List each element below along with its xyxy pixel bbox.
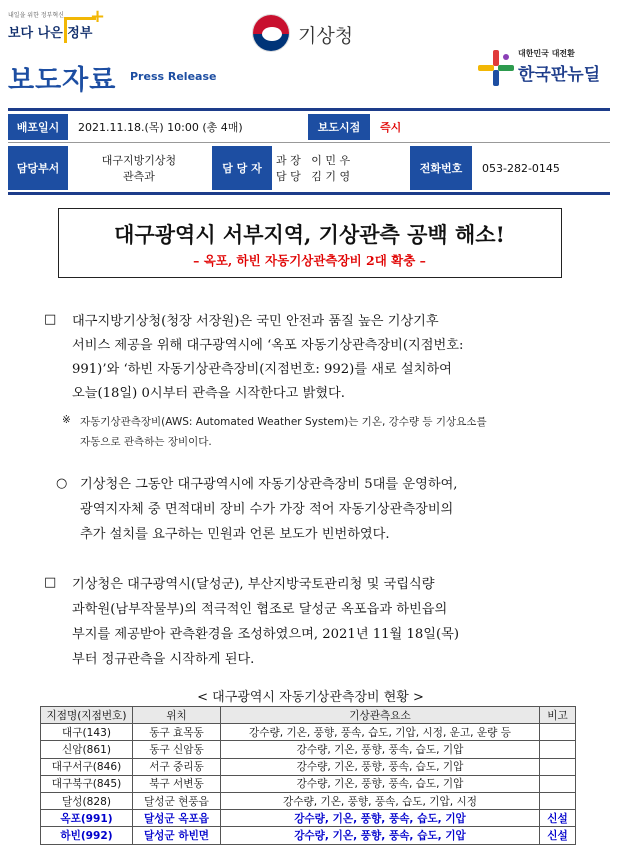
column-header: 위치 — [133, 707, 221, 724]
table-cell: 신설 — [540, 810, 576, 827]
gov-innovation-logo — [8, 8, 108, 46]
contact-row — [8, 146, 610, 190]
station-table — [40, 706, 576, 845]
footnote-line: 자동기상관측장비(AWS: Automated Weather System)는 기온, 강수량 등 기상요소를 — [80, 416, 487, 428]
note-mark: ※ — [62, 414, 71, 426]
table-row — [41, 724, 576, 741]
person-value — [276, 146, 406, 190]
dept-name: 대구지방기상청 — [101, 154, 177, 167]
table-cell — [540, 775, 576, 792]
paragraph-line: 광역지자체 중 면적대비 장비 수가 가장 적어 자동기상관측장비의 — [80, 502, 454, 517]
footnote-line: 자동으로 관측하는 장비이다. — [80, 436, 212, 448]
table-cell: 옥포(991) — [41, 810, 133, 827]
square-bullet-icon: □ — [44, 575, 57, 590]
column-header: 비고 — [540, 707, 576, 724]
table-cell: 달성(828) — [41, 792, 133, 809]
agency-name: 기상청 — [298, 25, 354, 47]
table-cell: 대구서구(846) — [41, 758, 133, 775]
dept-label: 담당부서 — [8, 146, 68, 190]
table-cell: 북구 서변동 — [133, 775, 221, 792]
column-header: 지점명(지점번호) — [41, 707, 133, 724]
paragraph-line: 추가 설치를 요구하는 민원과 언론 보도가 빈번하였다. — [80, 527, 390, 542]
paragraph-line: 부터 정규관측을 시작하게 된다. — [72, 652, 255, 667]
gov-tagline: 내일을 위한 정부혁신 — [8, 12, 64, 19]
table-cell: 달성군 옥포읍 — [133, 810, 221, 827]
kma-logo — [252, 12, 372, 56]
table-cell: 하빈(992) — [41, 827, 133, 844]
paragraph-1 — [72, 310, 582, 410]
paragraph-3 — [72, 573, 582, 673]
square-bullet-icon: □ — [44, 312, 57, 327]
table-cell: 신설 — [540, 827, 576, 844]
table-cell: 달성군 현풍읍 — [133, 792, 221, 809]
table-row — [41, 792, 576, 809]
release-label: 배포일시 — [8, 114, 68, 140]
table-row — [41, 758, 576, 775]
table-cell: 동구 신암동 — [133, 741, 221, 758]
table-cell: 강수량, 기온, 풍향, 풍속, 습도, 기압 — [221, 741, 540, 758]
paragraph-line: 서비스 제공을 위해 대구광역시에 ‘옥포 자동기상관측장비(지점번호: — [72, 338, 464, 353]
paragraph-line: 991)’와 ‘하빈 자동기상관측장비(지점번호: 992)를 새로 설치하여 — [72, 362, 452, 377]
paragraph-line: 오늘(18일) 0시부터 관측을 시작한다고 밝혔다. — [72, 386, 345, 401]
paragraph-line: 부지를 제공받아 관측환경을 조성하였으며, 2021년 11월 18일(목) — [72, 627, 460, 642]
government-emblem-icon — [252, 14, 290, 52]
plus-icon: + — [90, 6, 106, 27]
table-cell: 강수량, 기온, 풍향, 풍속, 습도, 기압, 시정, 운고, 운량 등 — [221, 724, 540, 741]
table-row-new — [41, 827, 576, 844]
table-cell: 강수량, 기온, 풍향, 풍속, 습도, 기압, 시정 — [221, 792, 540, 809]
table-cell: 대구(143) — [41, 724, 133, 741]
subheadline: – 옥포, 하빈 자동기상관측장비 2대 확충 – — [193, 253, 426, 268]
paragraph-2 — [80, 473, 580, 549]
paragraph-line: 과학원(남부작물부)의 적극적인 협조로 달성군 옥포읍과 하빈읍의 — [72, 602, 448, 617]
headline: 대구광역시 서부지역, 기상관측 공백 해소! — [114, 222, 505, 247]
new-deal-tagline: 대한민국 대전환 — [518, 49, 575, 58]
table-row — [41, 741, 576, 758]
table-cell: 동구 효목동 — [133, 724, 221, 741]
table-cell: 서구 중리동 — [133, 758, 221, 775]
table-cell: 달성군 하빈면 — [133, 827, 221, 844]
gov-slogan: 보다 나은 정부 — [8, 26, 93, 41]
table-caption: < 대구광역시 자동기상관측장비 현황 > — [197, 690, 424, 705]
table-cell: 신암(861) — [41, 741, 133, 758]
headline-box — [58, 208, 562, 278]
press-release-subtitle: Press Release — [130, 70, 217, 83]
release-row — [8, 114, 610, 140]
embargo-value: 즉시 — [380, 121, 402, 134]
person-line-1: 과 장 이 민 우 — [276, 154, 351, 167]
person-line-2: 담 당 김 기 영 — [276, 170, 351, 183]
phone-value: 053-282-0145 — [482, 161, 560, 175]
table-cell — [540, 792, 576, 809]
embargo-label: 보도시점 — [308, 114, 370, 140]
table-cell — [540, 741, 576, 758]
table-cell: 강수량, 기온, 풍향, 풍속, 습도, 기압 — [221, 758, 540, 775]
new-deal-mark-icon — [478, 50, 514, 86]
person-label: 담 당 자 — [212, 146, 272, 190]
korean-new-deal-logo — [478, 46, 613, 86]
dept-division: 관측과 — [123, 170, 155, 183]
table-cell — [540, 724, 576, 741]
paragraph-line: 대구지방기상청(청장 서장원)은 국민 안전과 품질 높은 기상기후 — [72, 314, 439, 329]
press-release-title: 보도자료 — [8, 65, 117, 96]
table-cell: 강수량, 기온, 풍향, 풍속, 습도, 기압 — [221, 827, 540, 844]
footnote — [80, 414, 580, 454]
column-header: 기상관측요소 — [221, 707, 540, 724]
release-value: 2021.11.18.(목) 10:00 (총 4매) — [78, 121, 243, 134]
circle-bullet-icon: ○ — [56, 476, 68, 491]
paragraph-line: 기상청은 그동안 대구광역시에 자동기상관측장비 5대를 운영하여, — [80, 477, 458, 492]
new-deal-name: 한국판뉴딜 — [518, 65, 601, 85]
phone-label: 전화번호 — [410, 146, 472, 190]
table-cell: 대구북구(845) — [41, 775, 133, 792]
table-cell: 강수량, 기온, 풍향, 풍속, 습도, 기압 — [221, 810, 540, 827]
dept-value — [70, 146, 208, 190]
table-header-row — [41, 707, 576, 724]
table-cell: 강수량, 기온, 풍향, 풍속, 습도, 기압 — [221, 775, 540, 792]
table-row-new — [41, 810, 576, 827]
table-cell — [540, 758, 576, 775]
table-row — [41, 775, 576, 792]
paragraph-line: 기상청은 대구광역시(달성군), 부산지방국토관리청 및 국립식량 — [72, 577, 435, 592]
